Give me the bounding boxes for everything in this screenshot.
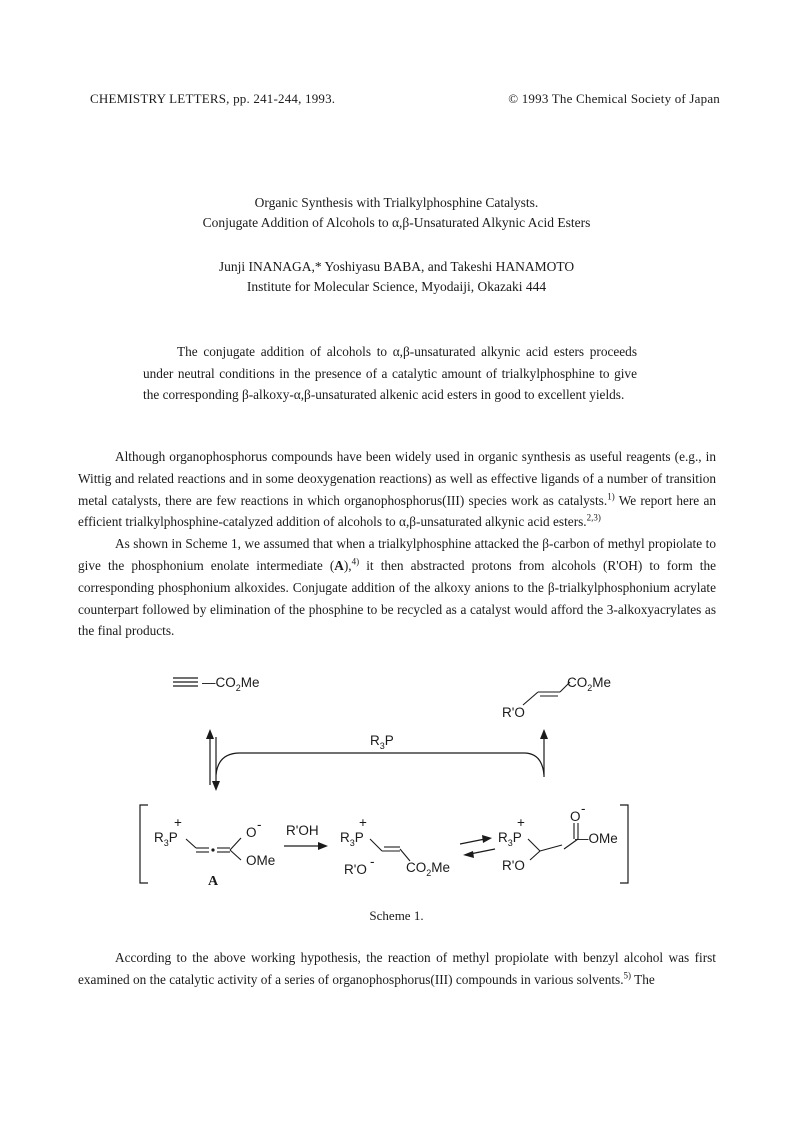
alkoxy-c-label: R'O	[502, 858, 525, 873]
reference-5: 5)	[623, 970, 632, 981]
adduct-skeleton-icon	[528, 823, 578, 860]
reference-2-3: 2,3)	[586, 512, 601, 523]
abstract-text: The conjugate addition of alcohols to α,β-unsaturated alkynic acid esters proceeds under neutral conditions in the presence of a catalytic amount of trialkylphosphine to give the corresponding β-alkoxy-α,β-unsaturated alkenic acid esters in good to excellent yields.	[143, 344, 637, 403]
intermediate-a-ref: A	[334, 557, 344, 573]
paragraph-2	[78, 533, 716, 642]
methoxy-a: OMe	[246, 853, 276, 868]
paper-title-line-2: Conjugate Addition of Alcohols to α,β-Unsaturated Alkynic Acid Esters	[202, 215, 591, 230]
enolate-oxygen-c: O	[570, 809, 581, 824]
bracket-icon	[140, 805, 628, 883]
plus-charge-c: +	[517, 815, 525, 830]
product-skeleton-icon	[523, 682, 570, 705]
allenolate-skeleton-icon	[186, 838, 241, 860]
affiliation: Institute for Molecular Science, Myodaiji, Okazaki 444	[246, 279, 547, 294]
scheme-1-diagram	[130, 665, 650, 895]
phosphonium-a-label: $R_3P$	[154, 830, 178, 848]
abstract	[143, 341, 637, 406]
paragraph-1b-text: We report here an efficient trialkylphosphine-catalyzed addition of alcohols to α,β-unsaturated alkynic acid esters.	[78, 492, 716, 530]
methoxy-c: —OMe	[575, 831, 618, 846]
product-ester-label: $CO_2Me$	[567, 675, 612, 693]
forward-arrow-icon	[284, 842, 328, 850]
product-alkoxy-label: R'O	[502, 705, 525, 720]
paragraph-2-text-a: As shown in Scheme 1, we assumed that when a trialkylphosphine attacked the β-carbon of methyl propiolate to give the phosphonium enolate intermediate (	[78, 536, 716, 573]
minus-charge-c: -	[581, 801, 586, 816]
copyright-notice: © 1993 The Chemical Society of Japan	[508, 91, 720, 106]
equilibrium-arrow-icon	[460, 835, 495, 858]
paragraph-3	[78, 947, 716, 991]
minus-charge-a: -	[257, 817, 262, 832]
author-list: Junji INANAGA,* Yoshiyasu BABA, and Takeshi HANAMOTO	[218, 259, 575, 274]
body-section-1	[78, 446, 716, 642]
alkoxide-anion-label: R'O	[344, 862, 367, 877]
paragraph-2-text-c: it then abstracted protons from alcohols (R'OH) to form the corresponding phosphonium alkoxides. Conjugate addition of the alkoxy anions to the β-trialkylphosphonium acrylate counterpart followed by elimination of the phosphine to be recycled as a catalyst would afford the 3-alkoxyacrylates as the final products.	[78, 557, 716, 639]
propiolate-label: $—CO_2Me$	[202, 675, 260, 693]
plus-charge-b: +	[359, 815, 367, 830]
paragraph-1	[78, 446, 716, 533]
alcohol-reagent-label: R'OH	[286, 823, 319, 838]
journal-citation: CHEMISTRY LETTERS, pp. 241-244, 1993.	[90, 91, 336, 106]
phosphonium-c-label: $R_3P$	[498, 830, 522, 848]
plus-charge-a: +	[174, 815, 182, 830]
ester-b-label: $CO_2Me$	[406, 860, 451, 878]
intermediate-a-label: A	[208, 874, 219, 889]
reference-1: 1)	[607, 491, 615, 502]
minus-charge-b: -	[370, 854, 375, 869]
phosphonium-b-label: $R_3P$	[340, 830, 364, 848]
paragraph-3-end: The	[631, 971, 655, 987]
reference-4: 4)	[351, 556, 360, 567]
paragraph-2-text-b: ),	[343, 557, 352, 573]
paragraph-1-text: Although organophosphorus compounds have been widely used in organic synthesis as useful reagents (e.g., in Wittig and related reactions and in some deoxygenation reactions) as well as effective ligands of a number of transition metal catalysts, there are few reactions in which organophosphorus(III) species work as catalysts.	[78, 449, 716, 508]
scheme-caption: Scheme 1.	[369, 908, 424, 923]
acrylate-skeleton-icon	[370, 839, 410, 861]
enolate-oxygen-a: O	[246, 825, 257, 840]
paragraph-3-text: According to the above working hypothesis, the reaction of methyl propiolate with benzyl alcohol was first examined on the catalytic activity of a series of organophosphorus(III) compounds in various solvents.	[78, 950, 716, 987]
catalyst-label: $R_3P$	[370, 733, 394, 751]
paper-title-line-1: Organic Synthesis with Trialkylphosphine Catalysts.	[254, 195, 539, 210]
triple-bond-icon	[173, 678, 198, 686]
body-section-2	[78, 947, 716, 991]
